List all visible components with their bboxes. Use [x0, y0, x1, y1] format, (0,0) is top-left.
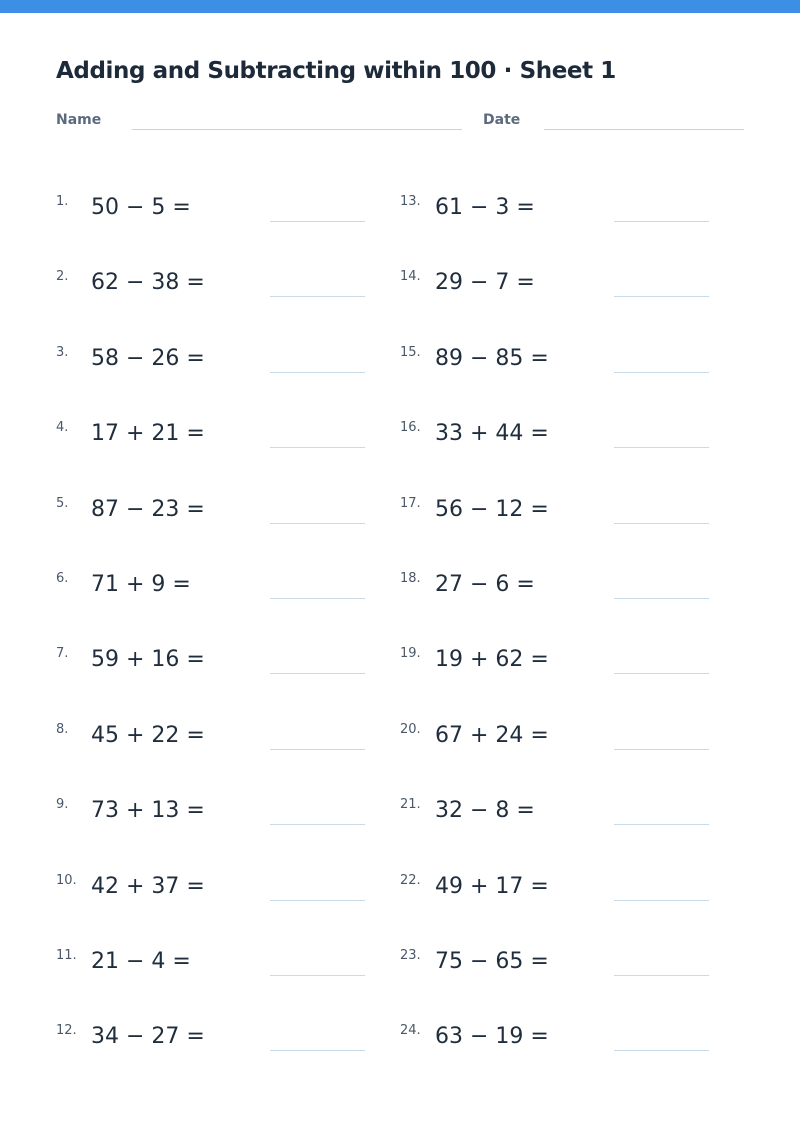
problem-item — [400, 924, 730, 999]
problem-item — [400, 849, 730, 924]
problem-expression: 71 + 9 = — [91, 571, 191, 597]
problem-number: 14. — [400, 269, 421, 285]
problem-expression: 89 − 85 = — [435, 345, 549, 371]
problem-expression: 21 − 4 = — [91, 948, 191, 974]
problem-expression: 67 + 24 = — [435, 722, 549, 748]
problem-item — [400, 999, 730, 1074]
problem-expression: 45 + 22 = — [91, 722, 205, 748]
problem-item — [400, 622, 730, 697]
problem-item — [56, 321, 386, 396]
answer-line[interactable] — [614, 900, 709, 901]
problem-item — [400, 547, 730, 622]
problem-number: 8. — [56, 721, 69, 737]
problem-expression: 34 − 27 = — [91, 1024, 205, 1050]
answer-line[interactable] — [614, 447, 709, 448]
problem-number: 19. — [400, 646, 421, 662]
problem-item — [56, 999, 386, 1074]
problem-item — [56, 698, 386, 773]
answer-line[interactable] — [614, 523, 709, 524]
problem-number: 23. — [400, 947, 421, 963]
problem-number: 21. — [400, 797, 421, 813]
problem-number: 6. — [56, 570, 69, 586]
problem-number: 15. — [400, 344, 421, 360]
problem-expression: 42 + 37 = — [91, 873, 205, 899]
answer-line[interactable] — [270, 824, 365, 825]
problem-expression: 63 − 19 = — [435, 1024, 549, 1050]
problem-expression: 87 − 23 = — [91, 496, 205, 522]
answer-line[interactable] — [270, 296, 365, 297]
answer-line[interactable] — [270, 1050, 365, 1051]
problem-expression: 59 + 16 = — [91, 647, 205, 673]
problem-expression: 61 − 3 = — [435, 195, 535, 220]
problem-number: 5. — [56, 495, 69, 511]
problem-item — [56, 547, 386, 622]
answer-line[interactable] — [614, 749, 709, 750]
problem-expression: 33 + 44 = — [435, 421, 549, 447]
problem-number: 1. — [56, 194, 69, 209]
answer-line[interactable] — [270, 975, 365, 976]
answer-line[interactable] — [270, 900, 365, 901]
problem-item — [56, 924, 386, 999]
name-field-line[interactable] — [132, 129, 462, 130]
problem-expression: 19 + 62 = — [435, 647, 549, 673]
problem-item — [400, 245, 730, 320]
problem-item — [56, 170, 386, 245]
answer-line[interactable] — [614, 598, 709, 599]
answer-line[interactable] — [614, 296, 709, 297]
date-label: Date — [483, 112, 521, 128]
problem-number: 11. — [56, 947, 77, 963]
problem-item — [400, 170, 730, 245]
problem-expression: 29 − 7 = — [435, 270, 535, 296]
problem-item — [400, 321, 730, 396]
answer-line[interactable] — [270, 523, 365, 524]
answer-line[interactable] — [270, 221, 365, 222]
problem-item — [56, 472, 386, 547]
problem-number: 2. — [56, 269, 69, 285]
problem-number: 3. — [56, 344, 69, 360]
problem-item — [400, 396, 730, 471]
answer-line[interactable] — [270, 749, 365, 750]
problem-number: 12. — [56, 1023, 77, 1039]
problem-item — [56, 849, 386, 924]
answer-line[interactable] — [270, 372, 365, 373]
problem-number: 24. — [400, 1023, 421, 1039]
problem-item — [56, 245, 386, 320]
answer-line[interactable] — [614, 673, 709, 674]
problems-column-right — [400, 170, 730, 1075]
problem-item — [400, 698, 730, 773]
answer-line[interactable] — [614, 975, 709, 976]
problem-expression: 32 − 8 = — [435, 798, 535, 824]
problem-number: 10. — [56, 872, 77, 888]
worksheet-title: Adding and Subtracting within 100 · Sheet 1 — [56, 58, 616, 84]
problem-item — [56, 773, 386, 848]
problem-number: 18. — [400, 570, 421, 586]
problem-number: 16. — [400, 420, 421, 436]
problem-item — [400, 773, 730, 848]
problem-number: 13. — [400, 194, 421, 209]
top-accent-bar — [0, 0, 800, 13]
problem-item — [400, 472, 730, 547]
problem-expression: 73 + 13 = — [91, 798, 205, 824]
problem-number: 4. — [56, 420, 69, 436]
problem-number: 9. — [56, 797, 69, 813]
problem-number: 20. — [400, 721, 421, 737]
answer-line[interactable] — [270, 673, 365, 674]
problem-expression: 62 − 38 = — [91, 270, 205, 296]
name-label: Name — [56, 112, 102, 128]
problem-expression: 50 − 5 = — [91, 195, 191, 220]
answer-line[interactable] — [270, 447, 365, 448]
problem-expression: 27 − 6 = — [435, 571, 535, 597]
problem-number: 22. — [400, 872, 421, 888]
answer-line[interactable] — [614, 372, 709, 373]
problem-expression: 49 + 17 = — [435, 873, 549, 899]
problem-expression: 75 − 65 = — [435, 948, 549, 974]
problems-column-left — [56, 170, 386, 1075]
answer-line[interactable] — [614, 1050, 709, 1051]
problem-expression: 17 + 21 = — [91, 421, 205, 447]
problem-number: 17. — [400, 495, 421, 511]
problem-expression: 58 − 26 = — [91, 345, 205, 371]
problem-expression: 56 − 12 = — [435, 496, 549, 522]
problem-item — [56, 622, 386, 697]
problem-item — [56, 396, 386, 471]
date-field-line[interactable] — [544, 129, 744, 130]
answer-line[interactable] — [270, 598, 365, 599]
answer-line[interactable] — [614, 824, 709, 825]
answer-line[interactable] — [614, 221, 709, 222]
problem-number: 7. — [56, 646, 69, 662]
